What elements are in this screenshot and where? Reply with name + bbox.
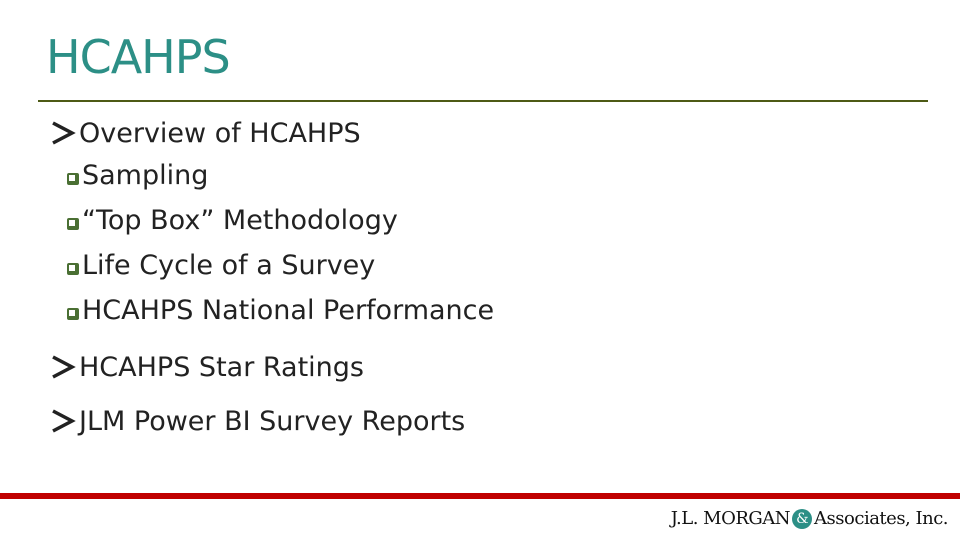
bullet-label: HCAHPS Star Ratings	[79, 351, 365, 383]
arrow-bullet-icon	[48, 353, 76, 381]
slide-title: HCAHPS	[46, 30, 230, 84]
logo-right-text: Associates, Inc.	[814, 508, 948, 529]
sub-bullet-item-top-box	[48, 198, 928, 243]
sub-bullet-item-life-cycle	[48, 243, 928, 288]
square-bullet-icon	[67, 173, 79, 185]
sub-bullet-item-national-performance	[48, 288, 928, 333]
bullet-item-power-bi-reports	[48, 401, 928, 441]
ampersand-badge-icon: &	[792, 509, 812, 529]
bullet-label: JLM Power BI Survey Reports	[79, 405, 466, 437]
sub-bullet-label: “Top Box” Methodology	[82, 205, 398, 236]
company-logo	[671, 508, 948, 529]
bullet-item-overview	[48, 113, 928, 153]
square-bullet-icon	[67, 218, 79, 230]
sub-bullet-label: Sampling	[82, 160, 209, 191]
bullet-item-star-ratings	[48, 347, 928, 387]
arrow-bullet-icon	[48, 407, 76, 435]
logo-left-text: J.L. MORGAN	[670, 508, 791, 529]
sub-bullet-item-sampling	[48, 153, 928, 198]
bullet-list	[48, 113, 928, 441]
sub-bullet-label: Life Cycle of a Survey	[82, 250, 376, 281]
arrow-bullet-icon	[48, 119, 76, 147]
square-bullet-icon	[67, 308, 79, 320]
footer-divider	[0, 493, 960, 499]
square-bullet-icon	[67, 263, 79, 275]
bullet-label: Overview of HCAHPS	[79, 117, 361, 149]
sub-bullet-label: HCAHPS National Performance	[82, 295, 495, 326]
title-divider	[38, 100, 928, 102]
